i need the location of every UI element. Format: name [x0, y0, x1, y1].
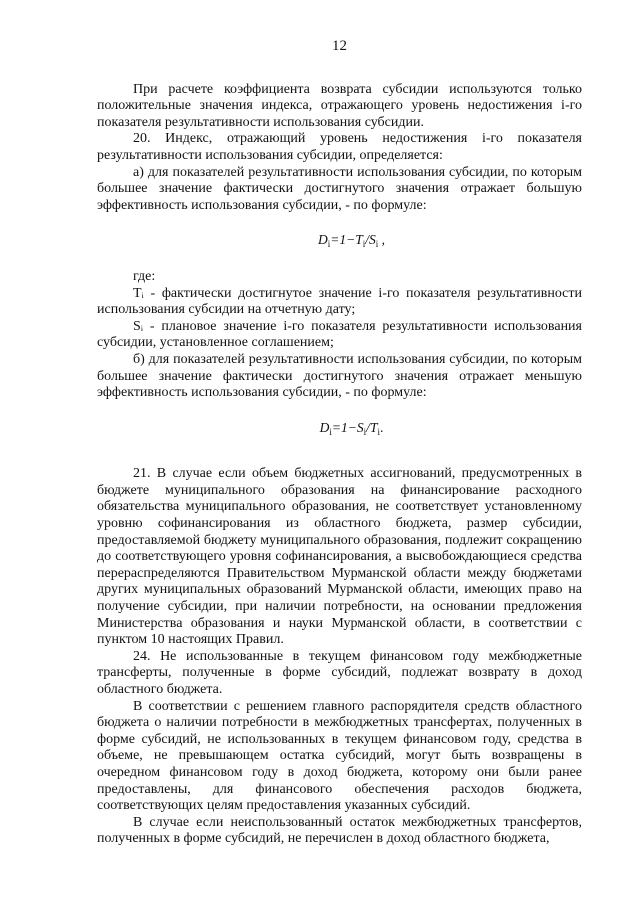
paragraph-unused-remainder: В случае если неиспользованный остаток межбюджетных трансфертов, полученных в форме субсидий, не перечислен в доход областного бюджета, [97, 814, 582, 847]
paragraph-positive-index: При расчете коэффициента возврата субсидии используются только положительные значения индекса, отражающего уровень недостижения i-го показателя результативности использования субсидии. [97, 81, 582, 130]
paragraph-21: 21. В случае если объем бюджетных ассигнований, предусмотренных в бюджете муниципального образования на финансирование расходного обязательства муниципального образования, не соответствует установленному уровню софинансирования из областного бюджета, размер субсидии, предоставляемой бюджету муниципального образования, подлежит сокращению до соответствующего уровня софинансирования, а высвобождающиеся средства перераспределяются Правительством Мурманской области между бюджетами других муниципальных образований Мурманской области, имеющих право на получение субсидии, при наличии потребности, на основании предложения Министерства образования и науки Мурманской области, в соответствии с пунктом 10 настоящих Правил. [97, 466, 582, 648]
paragraph-ti-definition: Tᵢ - фактически достигнутое значение i-го показателя результативности использования субсидии на отчетную дату; [97, 285, 582, 318]
paragraph-return-decision: В соответствии с решением главного распорядителя средств областного бюджета о наличии потребности в межбюджетных трансфертах, полученных в форме субсидий, не использованных в текущем финансовом году, средства в объеме, не превышающем остатка субсидий, могут быть возвращены в очередном финансовом году в доход бюджета, которому они были ранее предоставлены, для финансового обеспечения расходов бюджета, соответствующих целям предоставления указанных субсидий. [97, 698, 582, 814]
paragraph-20-index: 20. Индекс, отражающий уровень недостижения i-го показателя результативности использования субсидии, определяется: [97, 131, 582, 163]
paragraph-24: 24. Не использованные в текущем финансовом году межбюджетные трансферты, полученные в форме субсидий, подлежат возврату в доход областного бюджета. [97, 648, 582, 697]
paragraph-where: где: [133, 268, 156, 284]
page-number: 12 [332, 38, 347, 54]
formula-di-si-ti: $D_i=1-S_i/T_i$. [319, 419, 384, 437]
paragraph-20a: а) для показателей результативности использования субсидии, по которым большее значение фактически достигнутого значения отражает большую эффективность использования субсидии, - по формуле: [97, 164, 582, 213]
paragraph-si-definition: Sᵢ - плановое значение i-го показателя результативности использования субсидии, установленное соглашением; [97, 318, 582, 351]
formula-di-ti-si: $D_i=1-T_i/S_i$ , [317, 232, 386, 250]
paragraph-20b: б) для показателей результативности использования субсидии, по которым большее значение фактически достигнутого значения отражает меньшую эффективность использования субсидии, - по формуле: [97, 351, 582, 401]
